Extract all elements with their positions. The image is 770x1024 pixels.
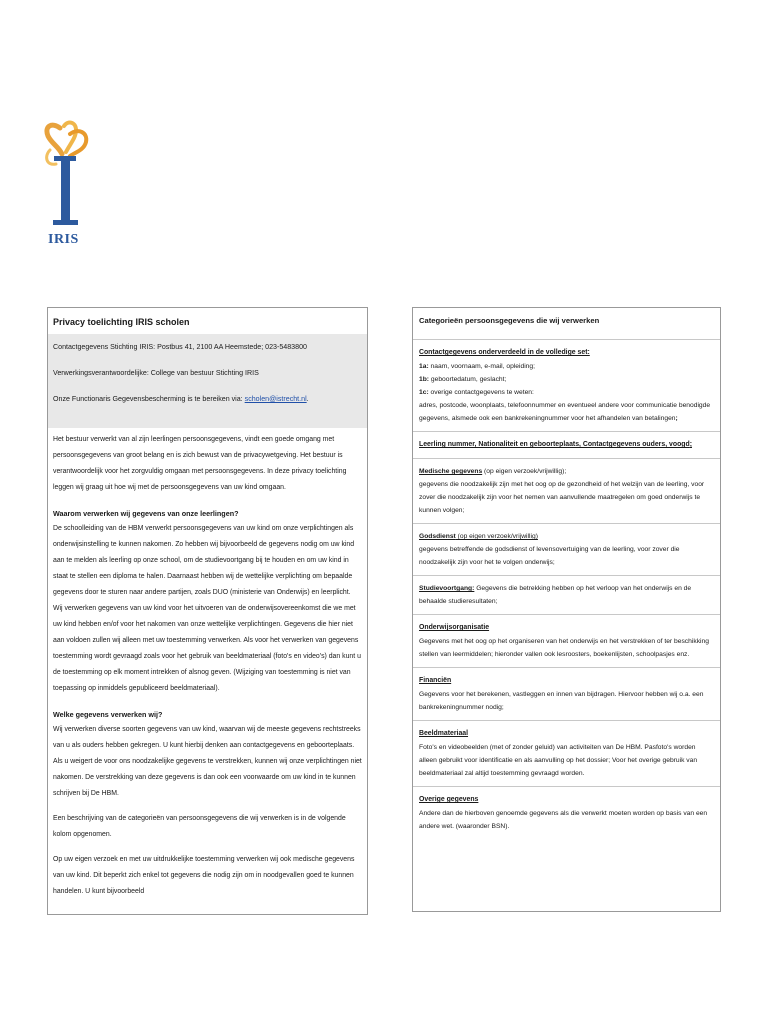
leerling-heading: Leerling nummer, Nationaliteit en geboorteplaats, Contactgegevens ouders, voogd	[419, 441, 690, 448]
privacy-title: Privacy toelichting IRIS scholen	[53, 317, 190, 327]
other-section: Overige gegevens Andere dan de hierboven genoemde gegevens als die verwerkt moeten worden op basis van een andere wet. (waaronder BSN).	[413, 793, 720, 833]
progress-heading: Studievoortgang:	[419, 585, 475, 592]
religion-section: Godsdienst (op eigen verzoek/vrijwillig) gegevens betreffende de godsdienst of levensovertuiging van de leerling, voor zover die noodzakelijk zijn voor het te volgen onderwijs;	[419, 533, 680, 566]
dpo-label: Onze Functionaris Gegevensbescherming is te bereiken via:	[53, 395, 245, 403]
contact-row: Contactgegevens Stichting IRIS: Postbus 41, 2100 AA Heemstede; 023-5483800	[48, 334, 367, 360]
privacy-panel	[47, 307, 368, 915]
medical-heading: Medische gegevens	[419, 468, 483, 475]
logo-text: IRIS	[48, 232, 79, 247]
which-paragraph-1: Wij verwerken diverse soorten gegevens van uw kind, waarvan wij de meeste gegevens rechtstreeks van u als ouders hebben gekregen. U kunt hierbij denken aan contactgegevens en geboorteplaats. Als u weigert de voor ons noodzakelijke gegevens te verstrekken, kunnen wij onze verplichtingen niet nakomen. De verstrekking van deze gegevens is dan ook een voorwaarde om uw kind in te kunnen schrijven bij De HBM.	[53, 726, 362, 797]
why-paragraph-1: De schoolleiding van de HBM verwerkt persoonsgegevens van uw kind om onze verplichtingen als onderwijsinstelling te kunnen nakomen. Zo hebben wij bijvoorbeeld de gegevens nodig om uw kind aan te melden als leerling op onze school, om de studievoortgang bij te houden en om uw kind in staat te stellen een diploma te halen. Daarnaast hebben wij de wettelijke verplichting om bepaalde gegevens door te sturen naar andere partijen, zoals DUO (ministerie van Onderwijs) en leerplicht.	[53, 525, 355, 596]
why-paragraph-2: Wij verwerken gegevens van uw kind voor het uitvoeren van de onderwijsovereenkomst die we met uw kind hebben en/of voor het nakomen van onze wettelijke verplichtingen. Gegevens die hier niet aan voldoen zullen wij alleen met uw toestemming verwerken. Als voor het verwerken van gegevens toestemming wordt gevraagd zoals voor het gebruik van beeldmateriaal (foto's en video's) dan kunt u de toestemming op elk moment intrekken of alsnog geven. (Wijziging van toestemming is niet van toepassing op inmiddels gepubliceerd beeldmateriaal).	[53, 605, 361, 692]
organisation-section: Onderwijsorganisatie Gegevens met het oog op het organiseren van het onderwijs en het verstrekken of ter beschikking stellen van leermiddelen; hieronder vallen ook lesroosters, boekenlijsten, schoolpasjes enz.	[413, 621, 720, 661]
images-heading: Beeldmateriaal	[419, 730, 469, 737]
other-heading: Overige gegevens	[419, 796, 479, 803]
images-section: Beeldmateriaal Foto's en videobeelden (met of zonder geluid) van activiteiten van De HBM. Pasfoto's worden alleen gebruikt voor identificatie en als aanvulling op het dossier; Voor het overige gebruik van beeldmateriaal zal altijd toestemming gevraagd worden.	[413, 727, 720, 780]
medical-section: Medische gegevens (op eigen verzoek/vrijwillig); gegevens die noodzakelijk zijn met het oog op de gezondheid of het welzijn van de leerling, voor zover die noodzakelijk zijn voor het nemen van aanvullende maatregelen om goed onderwijs te kunnen volgen;	[419, 468, 705, 514]
dpo-email-link[interactable]: scholen@istrecht.nl	[244, 395, 307, 403]
finance-heading: Financiën	[419, 677, 452, 684]
which-heading: Welke gegevens verwerken wij?	[53, 710, 163, 719]
controller-row: Verwerkingsverantwoordelijke: College van bestuur Stichting IRIS	[48, 360, 367, 386]
intro-paragraph: Het bestuur verwerkt van al zijn leerlingen persoonsgegevens, vindt een goede omgang met persoonsgegevens van groot belang en is zich bewust van de privacywetgeving. Het bestuur is verantwoordelijk voor het zorgvuldig omgaan met persoonsgegevens. In deze privacy toelichting leggen wij graag uit hoe wij met de persoonsgegevens van uw kind omgaan.	[53, 436, 347, 491]
progress-section: Studievoortgang: Gegevens die betrekking hebben op het verloop van het onderwijs en de behaalde studieresultaten;	[419, 585, 692, 605]
finance-section: Financiën Gegevens voor het berekenen, vastleggen en innen van bijdragen. Hiervoor hebben wij o.a. een bankrekeningnummer nodig;	[413, 674, 720, 714]
leerling-section: Leerling nummer, Nationaliteit en geboorteplaats, Contactgegevens ouders, voogd;	[419, 441, 692, 448]
why-heading: Waarom verwerken wij gegevens van onze leerlingen?	[53, 509, 239, 518]
categories-panel	[412, 307, 721, 912]
dpo-row: Onze Functionaris Gegevensbescherming is te bereiken via: scholen@istrecht.nl.	[48, 386, 367, 412]
contact-section: Contactgegevens onderverdeeld in de volledige set: 1a: naam, voornaam, e-mail, opleiding; 1b: geboortedatum, geslacht; 1c: overige contactgegevens te weten: adres, postcode, woonplaats, telefoonnummer en eventueel andere voor communicatie benodigde gegevens, alsmede ook een bankrekeningnummer voor het afhandelen van betalingen;	[413, 346, 720, 425]
which-paragraph-3: Op uw eigen verzoek en met uw uitdrukkelijke toestemming verwerken wij ook medische gegevens van uw kind. Dit beperkt zich enkel tot gegevens die nodig zijn om in noodgevallen goed te kunnen handelen. U kunt bijvoorbeeld	[53, 856, 355, 895]
religion-heading: Godsdienst	[419, 533, 456, 540]
categories-title: Categorieën persoonsgegevens die wij verwerken	[419, 316, 600, 325]
which-paragraph-2: Een beschrijving van de categorieën van persoonsgegevens die wij verwerken is in de volgende kolom opgenomen.	[53, 815, 346, 838]
contact-section-heading: Contactgegevens onderverdeeld in de volledige set:	[419, 349, 590, 356]
organisation-heading: Onderwijsorganisatie	[419, 624, 490, 631]
